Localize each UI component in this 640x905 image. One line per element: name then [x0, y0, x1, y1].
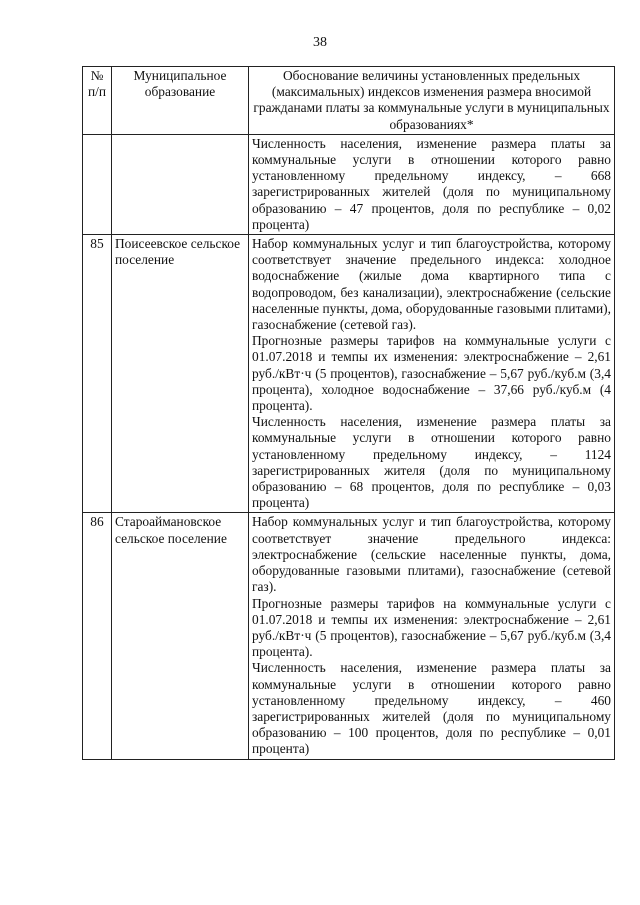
justification-paragraph: Прогнозные размеры тарифов на коммунальные услуги с 01.07.2018 и темпы их изменения: электроснабжение – 2,61 руб./кВт·ч (5 процентов), газоснабжение – 5,67 руб./куб.м (3,4 процента).: [252, 595, 611, 660]
row-justification: [249, 235, 615, 513]
row-justification: [249, 134, 615, 234]
row-municipality: Староаймановское сельское поселение: [112, 513, 249, 759]
table-row: [83, 235, 615, 513]
header-num: № п/п: [83, 67, 112, 135]
tariff-index-table: [82, 66, 615, 760]
justification-paragraph: Численность населения, изменение размера платы за коммунальные услуги в отношении которого равно установленному предельному индексу, – 460 зарегистрированных жителей (доля по муниципальному образованию – 100 процентов, доля по республике – 0,01 процента): [252, 660, 611, 757]
justification-paragraph: Прогнозные размеры тарифов на коммунальные услуги с 01.07.2018 и темпы их изменения: электроснабжение – 2,61 руб./кВт·ч (5 процентов), газоснабжение – 5,67 руб./куб.м (3,4 процента), холодное водоснабжение – 37,66 руб./куб.м (4 процента).: [252, 333, 611, 414]
justification-paragraph: Набор коммунальных услуг и тип благоустройства, которому соответствует значение предельного индекса: холодное водоснабжение (жилые дома квартирного типа с водопроводом, без канализации), электроснабжение (сельские населенные пункты, дома, оборудованные газовыми плитами), газоснабжение (сетевой газ).: [252, 236, 611, 333]
table-row: [83, 134, 615, 234]
row-justification: [249, 513, 615, 759]
header-justification: Обоснование величины установленных предельных (максимальных) индексов изменения размера вносимой гражданами платы за коммунальные услуги в муниципальных образованиях*: [249, 67, 615, 135]
page-number: 38: [313, 35, 327, 50]
justification-paragraph: Набор коммунальных услуг и тип благоустройства, которому соответствует значение предельного индекса: электроснабжение (сельские населенные пункты, дома, оборудованные газовыми плитами), газоснабжение (сетевой газ).: [252, 514, 611, 595]
header-municipality: Муниципальное образование: [112, 67, 249, 135]
row-num: 85: [83, 235, 112, 513]
row-num: [83, 134, 112, 234]
row-municipality: Поисеевское сельское поселение: [112, 235, 249, 513]
row-num: 86: [83, 513, 112, 759]
justification-paragraph: Численность населения, изменение размера платы за коммунальные услуги в отношении которого равно установленному предельному индексу, – 1124 зарегистрированных жителя (доля по муниципальному образованию – 68 процентов, доля по республике – 0,03 процента): [252, 414, 611, 511]
justification-paragraph: Численность населения, изменение размера платы за коммунальные услуги в отношении которого равно установленному предельному индексу, – 668 зарегистрированных жителей (доля по муниципальному образованию – 47 процентов, доля по республике – 0,02 процента): [252, 135, 611, 232]
table-header-row: [83, 67, 615, 135]
table-row: [83, 513, 615, 759]
row-municipality: [112, 134, 249, 234]
